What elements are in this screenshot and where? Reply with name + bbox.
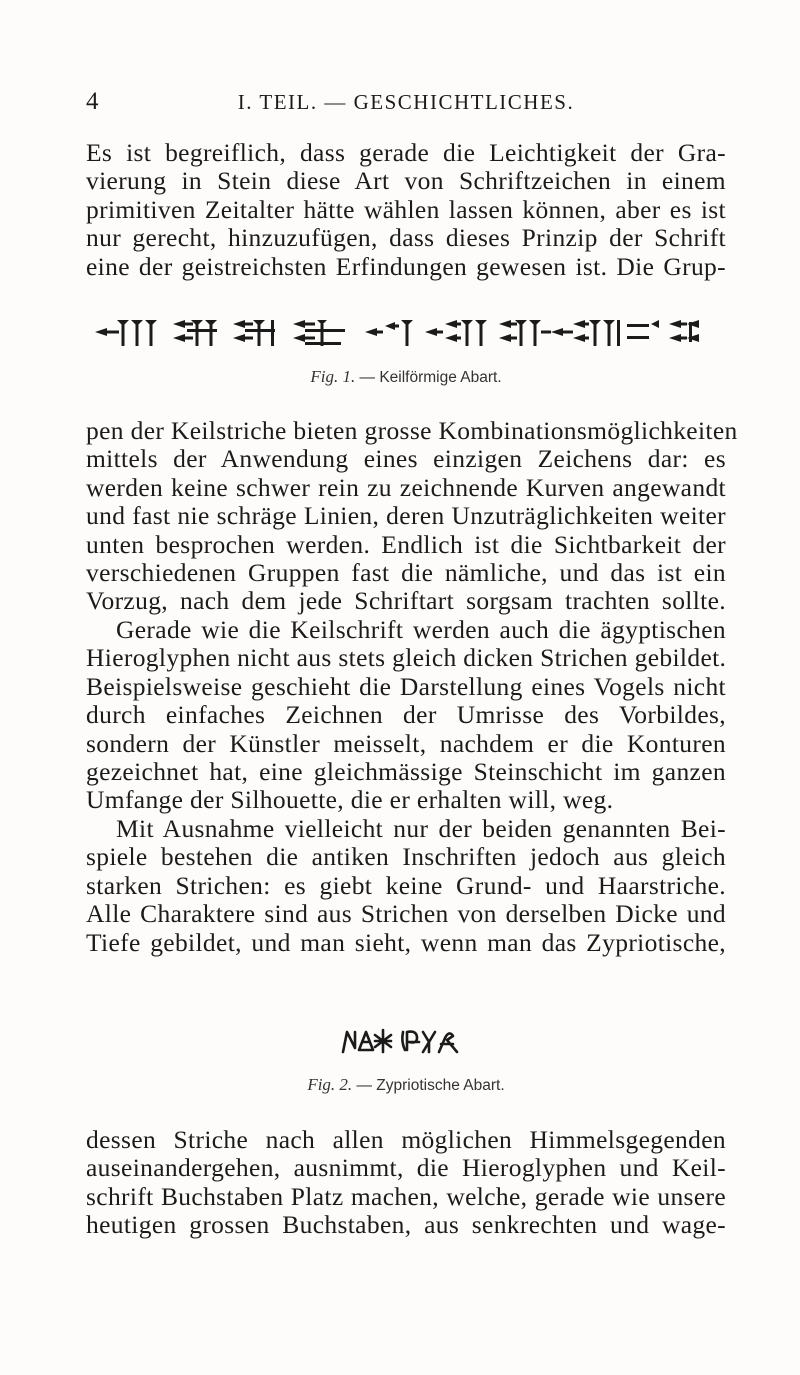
text-line: und fast nie schräge Linien, deren Unzuträglichkeiten weiter: [86, 501, 726, 531]
cypriot-glyphs: [343, 1030, 457, 1052]
text-line: werden keine schwer rein zu zeichnende Kurven angewandt: [86, 472, 726, 502]
figure-1-label: Fig. 1.: [310, 367, 356, 386]
text-line: Mit Ausnahme vielleicht nur der beiden genannten Bei-: [116, 814, 726, 843]
text-line: spiele bestehen die antiken Inschriften jedoch aus gleich: [86, 842, 726, 872]
cuneiform-figure: [95, 316, 715, 348]
text-line: nur gerecht, hinzuzufügen, dass dieses Prinzip der Schrift: [86, 223, 726, 253]
text-line: mittels der Anwendung eines einzigen Zeichens dar: es: [86, 444, 726, 474]
text-line: Vorzug, nach dem jede Schriftart sorgsam trachten sollte.: [86, 586, 726, 616]
text-line: Beispielsweise geschieht die Darstellung eines Vogels nicht: [86, 671, 726, 701]
text-line: primitiven Zeitalter hätte wählen lassen können, aber es ist: [86, 194, 726, 224]
text-line: unten besprochen werden. Endlich ist die Sichtbarkeit der: [86, 529, 726, 559]
text-line: Hieroglyphen nicht aus stets gleich dicken Strichen gebildet.: [86, 643, 727, 673]
text-line: sondern der Künstler meisselt, nachdem er die Konturen: [86, 728, 726, 758]
paragraph-3: [86, 616, 726, 815]
text-line: Alle Charaktere sind aus Strichen von derselben Dicke und: [86, 899, 726, 929]
paragraph-4: [86, 815, 726, 957]
text-line: verschiedenen Gruppen fast die nämliche, und das ist ein: [86, 558, 726, 588]
text-line: Gerade wie die Keilschrift werden auch die ägyptischen: [116, 615, 726, 644]
page-number: 4: [86, 88, 99, 115]
text-line: heutigen grossen Buchstaben, aus senkrechten und wage-: [86, 1210, 726, 1240]
text-line: durch einfaches Zeichnen der Umrisse des Vorbildes,: [86, 700, 726, 730]
text-line: schrift Buchstaben Platz machen, welche, gerade wie unsere: [86, 1181, 726, 1211]
text-line: Umfange der Silhouette, die er erhalten will, weg.: [86, 785, 614, 815]
text-line: pen der Keilstriche bieten grosse Kombinationsmöglichkeiten: [86, 416, 738, 445]
text-line: eine der geistreichsten Erfindungen gewesen ist. Die Grup-: [86, 251, 726, 281]
paragraph-1: [86, 139, 726, 281]
figure-1-caption: [86, 367, 726, 387]
text-line: vierung in Stein diese Art von Schriftzeichen in einem: [86, 166, 726, 196]
running-head: [86, 88, 726, 120]
figure-1-text: — Keilförmige Abart.: [355, 369, 502, 386]
figure-2-label: Fig. 2.: [307, 1075, 353, 1094]
chapter-title: I. TEIL. — GESCHICHTLICHES.: [237, 90, 575, 114]
cuneiform-glyphs: [95, 320, 699, 346]
text-line: starken Strichen: es giebt keine Grund- und Haarstriche.: [86, 870, 726, 900]
figure-2-text: — Zypriotische Abart.: [352, 1077, 505, 1094]
text-line: Es ist begreiflich, dass gerade die Leichtigkeit der Gra-: [86, 138, 726, 167]
text-line: gezeichnet hat, eine gleichmässige Steinschicht im ganzen: [86, 757, 726, 787]
text-line: auseinandergehen, ausnimmt, die Hieroglyphen und Keil-: [86, 1153, 726, 1183]
text-line: Tiefe gebildet, und man sieht, wenn man das Zypriotische,: [86, 927, 726, 957]
paragraph-2: [86, 416, 738, 616]
paragraph-5: [86, 1126, 726, 1240]
cypriot-figure: [341, 1026, 461, 1056]
text-line: dessen Striche nach allen möglichen Himmelsgegenden: [86, 1125, 726, 1154]
figure-2-caption: [86, 1075, 726, 1095]
